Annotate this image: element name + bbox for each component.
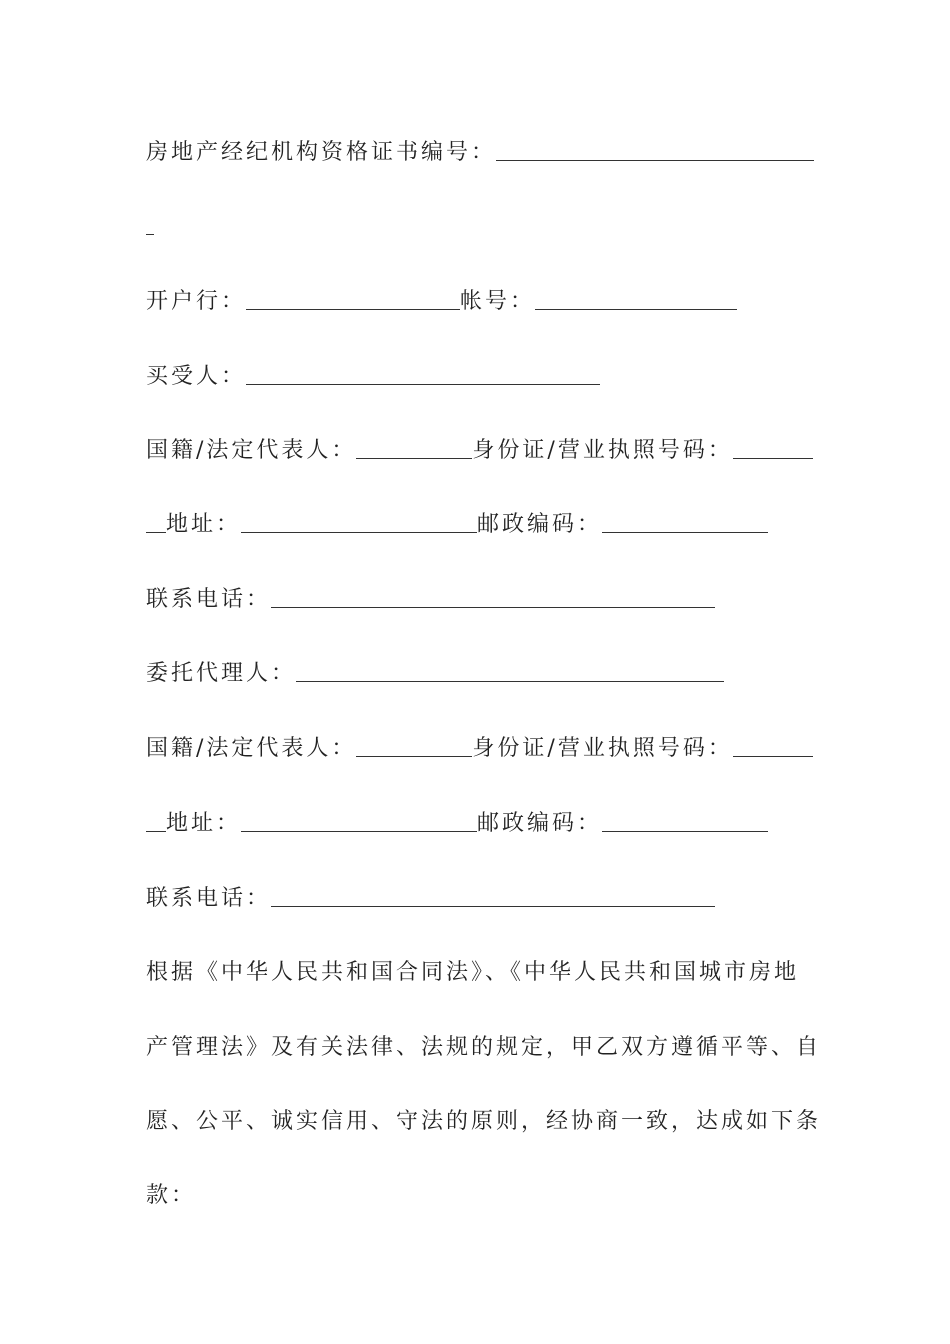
postcode-label-1: 邮政编码： bbox=[477, 512, 603, 537]
buyer-blank bbox=[246, 364, 600, 385]
address-line-2 bbox=[146, 809, 768, 839]
preamble-line-2: 产管理法》及有关法律、法规的规定，甲乙双方遵循平等、自 bbox=[146, 1035, 822, 1060]
postcode-label-2: 邮政编码： bbox=[477, 811, 603, 836]
preamble-line-3: 愿、公平、诚实信用、守法的原则，经协商一致，达成如下条 bbox=[146, 1109, 822, 1134]
nationality-blank-1 bbox=[356, 438, 472, 459]
agent-blank bbox=[296, 661, 724, 682]
buyer-line bbox=[146, 362, 600, 392]
postcode-blank-1 bbox=[602, 512, 768, 533]
id-label-2: 身份证/营业执照号码： bbox=[472, 736, 733, 761]
id-blank-1-continued bbox=[146, 512, 166, 533]
nationality-line-1 bbox=[146, 436, 813, 466]
agency-cert-blank-continued bbox=[146, 214, 154, 235]
address-label-2: 地址： bbox=[166, 811, 242, 836]
buyer-label: 买受人： bbox=[146, 364, 247, 389]
nationality-label-2: 国籍/法定代表人： bbox=[146, 736, 357, 761]
account-blank bbox=[535, 289, 737, 310]
address-blank-2 bbox=[241, 811, 477, 832]
address-line-1 bbox=[146, 510, 768, 540]
phone-line-2 bbox=[146, 884, 715, 914]
phone-blank-1 bbox=[271, 587, 715, 608]
agency-cert-label: 房地产经纪机构资格证书编号： bbox=[146, 140, 497, 165]
phone-label-2: 联系电话： bbox=[146, 886, 272, 911]
id-blank-2-continued bbox=[146, 811, 166, 832]
account-label: 帐号： bbox=[460, 289, 536, 314]
preamble-line-4: 款： bbox=[146, 1183, 197, 1208]
agent-line bbox=[146, 659, 724, 689]
bank-label: 开户行： bbox=[146, 289, 247, 314]
address-blank-1 bbox=[241, 512, 477, 533]
address-label-1: 地址： bbox=[166, 512, 242, 537]
phone-line-1 bbox=[146, 585, 715, 615]
agent-label: 委托代理人： bbox=[146, 661, 297, 686]
preamble-line-1: 根据《中华人民共和国合同法》、《中华人民共和国城市房地 bbox=[146, 960, 800, 985]
agency-cert-line bbox=[146, 138, 814, 168]
id-label-1: 身份证/营业执照号码： bbox=[472, 438, 733, 463]
id-blank-2 bbox=[733, 736, 813, 757]
nationality-label-1: 国籍/法定代表人： bbox=[146, 438, 357, 463]
id-blank-1 bbox=[733, 438, 813, 459]
nationality-line-2 bbox=[146, 734, 813, 764]
phone-label-1: 联系电话： bbox=[146, 587, 272, 612]
phone-blank-2 bbox=[271, 886, 715, 907]
bank-blank bbox=[246, 289, 460, 310]
agency-cert-blank bbox=[496, 140, 814, 161]
nationality-blank-2 bbox=[356, 736, 472, 757]
bank-line bbox=[146, 287, 737, 317]
agency-cert-overflow bbox=[146, 212, 154, 242]
postcode-blank-2 bbox=[602, 811, 768, 832]
